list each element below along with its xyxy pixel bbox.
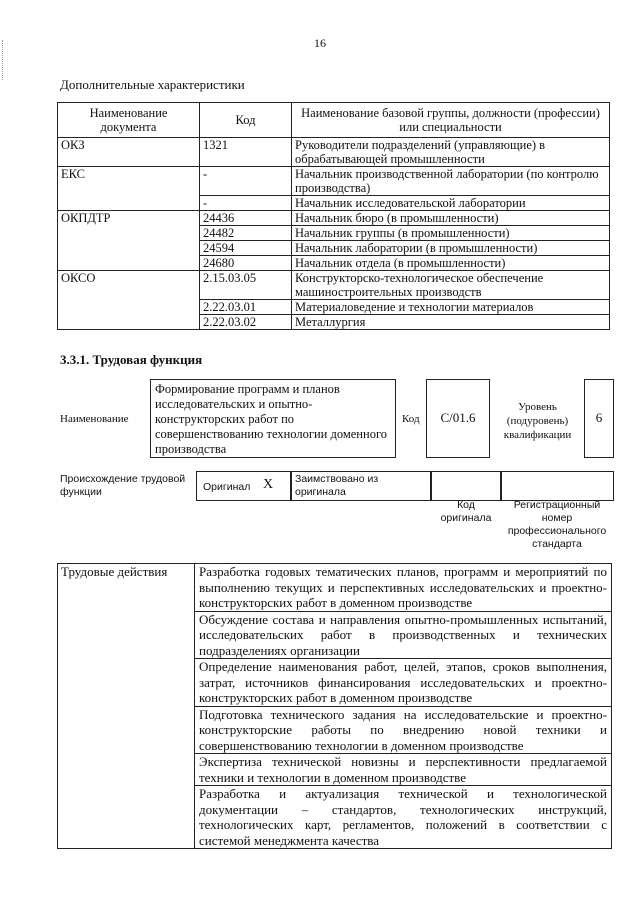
reg-number-box (500, 471, 614, 501)
char-code-cell: - (200, 167, 292, 196)
labor-actions-table (57, 563, 612, 849)
page-number: 16 (314, 36, 326, 50)
labor-action-text: Обсуждение состава и направления опытно-промышленных испытаний, исследовательских работ в производственных и технических подразделениях организации (195, 611, 612, 659)
original-code-caption: Код оригинала (440, 499, 492, 524)
char-code-cell: 2.15.03.05 (200, 271, 292, 300)
characteristics-table (57, 102, 610, 330)
reg-number-caption: Регистрационный номер профессионального стандарта (507, 499, 607, 550)
char-name-cell: Начальник группы (в промышленности) (292, 226, 610, 241)
labor-action-text: Экспертиза технической новизны и перспективности предлагаемой техники и технологии в доменном производстве (195, 754, 612, 786)
labor-actions-label: Трудовые действия (58, 564, 195, 849)
col-header-name: Наименование базовой группы, должности (профессии) или специальности (292, 103, 610, 138)
qualification-level-box (584, 379, 614, 458)
char-code-cell: - (200, 196, 292, 211)
char-code-cell: 24482 (200, 226, 292, 241)
char-name-cell: Металлургия (292, 315, 610, 330)
char-doc-cell: ОКЗ (58, 138, 200, 167)
borrowed-label: Заимствовано из оригинала (295, 473, 379, 498)
function-name-box (150, 379, 396, 458)
char-code-cell: 24436 (200, 211, 292, 226)
original-mark: X (263, 477, 274, 492)
char-code-cell: 24594 (200, 241, 292, 256)
char-row (58, 211, 610, 226)
original-code-box (430, 471, 502, 501)
qualification-level-value: 6 (595, 410, 603, 425)
char-doc-cell: ОКСО (58, 271, 200, 330)
char-row (58, 138, 610, 167)
col-header-document: Наименование документа (58, 103, 200, 138)
char-name-cell: Начальник лаборатории (в промышленности) (292, 241, 610, 256)
function-name-value: Формирование программ и планов исследовательских и опытно-конструкторских работ по совершенствованию технологии доменного производства (155, 382, 388, 456)
char-doc-cell: ЕКС (58, 167, 200, 211)
function-name-label: Наименование (60, 413, 129, 425)
char-row (58, 271, 610, 300)
section-title: 3.3.1. Трудовая функция (60, 352, 203, 367)
char-name-cell: Начальник исследовательской лаборатории (292, 196, 610, 211)
function-code-value: С/01.6 (440, 410, 476, 425)
labor-action-text: Определение наименования работ, целей, этапов, сроков выполнения, затрат, источников финансирования исследовательских и проектно-конструкторских работ в доменном производстве (195, 659, 612, 707)
char-name-cell: Начальник производственной лаборатории (по контролю производства) (292, 167, 610, 196)
char-code-cell: 1321 (200, 138, 292, 167)
qualification-level-label: Уровень (подуровень) квалификации (503, 401, 572, 441)
original-box (196, 471, 292, 501)
char-name-cell: Руководители подразделений (управляющие) в обрабатывающей промышленности (292, 138, 610, 167)
char-name-cell: Конструкторско-технологическое обеспечение машиностроительных производств (292, 271, 610, 300)
char-code-cell: 2.22.03.01 (200, 300, 292, 315)
char-code-cell: 24680 (200, 256, 292, 271)
char-row (58, 167, 610, 196)
labor-action-text: Разработка годовых тематических планов, программ и мероприятий по выполнению текущих и перспективных исследовательских и проектно-конструкторских работ в доменном производстве (195, 564, 612, 612)
labor-action-row (58, 564, 612, 612)
additional-characteristics-title: Дополнительные характеристики (60, 77, 245, 92)
function-code-box (426, 379, 490, 458)
function-code-label: Код (402, 413, 420, 425)
borrowed-box (290, 471, 432, 501)
labor-action-text: Разработка и актуализация технической и технологической документации – стандартов, технологических инструкций, технологических карт, регламентов, положений в соответствии с системой менеджмента качества (195, 786, 612, 849)
char-doc-cell: ОКПДТР (58, 211, 200, 271)
char-name-cell: Начальник отдела (в промышленности) (292, 256, 610, 271)
origin-label: Происхождение трудовой функции (60, 473, 186, 498)
char-code-cell: 2.22.03.02 (200, 315, 292, 330)
col-header-code: Код (200, 103, 292, 138)
char-name-cell: Начальник бюро (в промышленности) (292, 211, 610, 226)
char-name-cell: Материаловедение и технологии материалов (292, 300, 610, 315)
original-label: Оригинал (203, 481, 251, 493)
labor-action-text: Подготовка технического задания на исследовательские и проектно-конструкторские работы по внедрению новой техники и совершенствованию технологии в доменном производстве (195, 706, 612, 754)
